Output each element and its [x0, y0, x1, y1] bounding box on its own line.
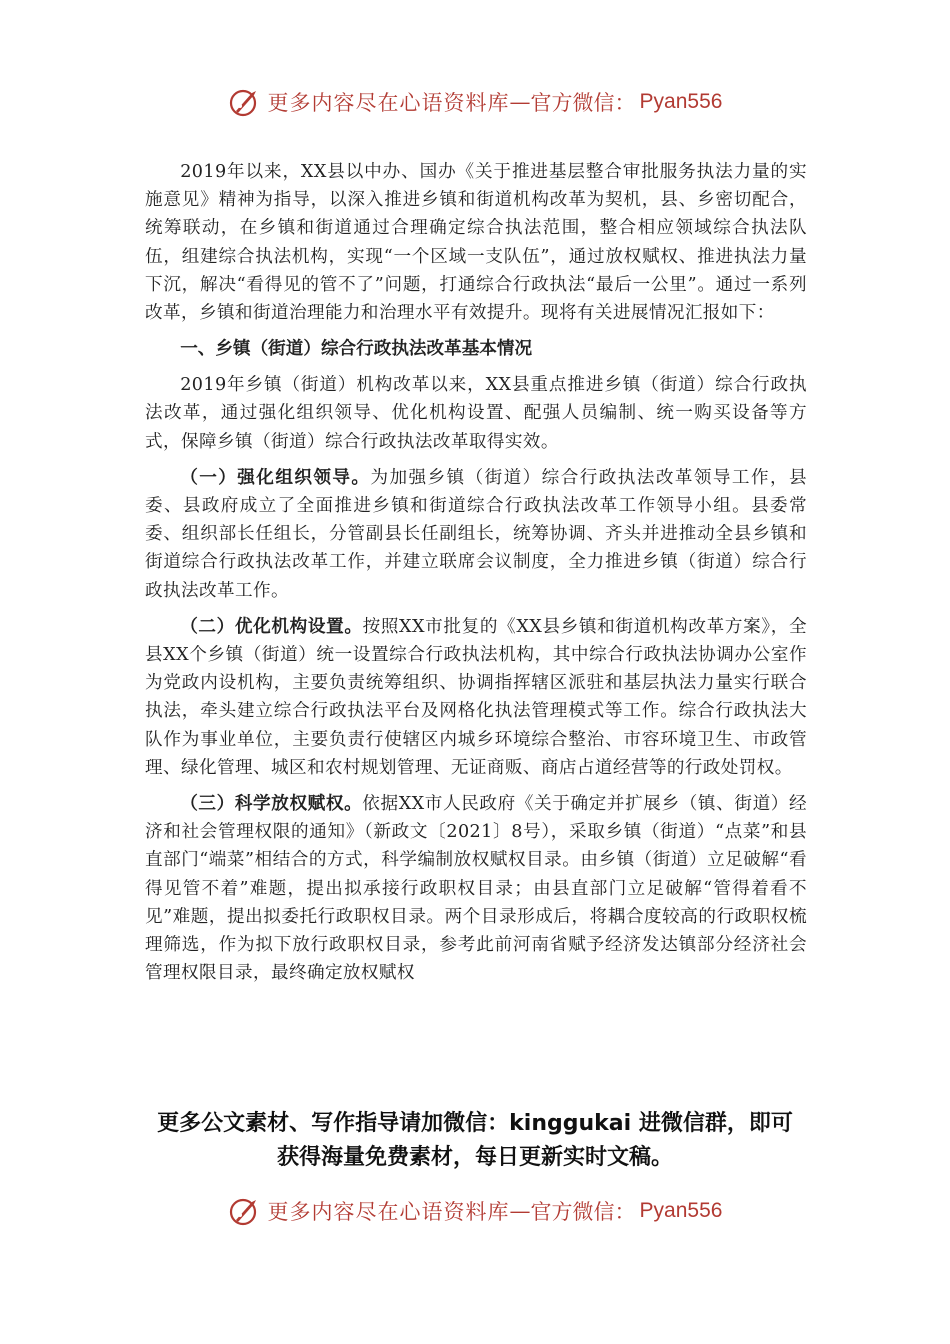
item2-paragraph [145, 613, 807, 782]
item2-text: 按照XX市批复的《XX县乡镇和街道机构改革方案》，全县XX个乡镇（街道）统一设置综合行政执法机构，其中综合行政执法协调办公室作为党政内设机构，主要负责统筹组织、协调指挥辖区派驻和基层执法力量实行联合执法，牵头建立综合行政执法平台及网格化执法管理模式等工作。综合行政执法大队作为事业单位，主要负责行使辖区内城乡环境综合整治、市容环境卫生、市政管理、绿化管理、城区和农村规划管理、无证商贩、商店占道经营等的行政处罚权。 [145, 616, 807, 778]
footer-wechat-label: 官方微信： [530, 1200, 636, 1224]
document-body [145, 158, 807, 995]
footer-brand: 更多内容尽在心语资料库 [267, 1200, 510, 1224]
item1-text: 为加强乡镇（街道）综合行政执法改革领导工作，县委、县政府成立了全面推进乡镇和街道综合行政执法改革工作领导小组。县委常委、组织部长任组长，分管副县长任副组长，统筹协调、齐头并进推动全县乡镇和街道综合行政执法改革工作，并建立联席会议制度，全力推进乡镇（街道）综合行政执法改革工作。 [145, 467, 807, 601]
pen-nib-circle-logo-icon [228, 85, 262, 119]
promo-notice [100, 1107, 850, 1175]
footer-banner [0, 1191, 950, 1231]
promo-line-1: 更多公文素材、写作指导请加微信：kinggukai 进微信群，即可 [157, 1111, 793, 1136]
item3-paragraph [145, 790, 807, 987]
item3-text: 依据XX市人民政府《关于确定并扩展乡（镇、街道）经济和社会管理权限的通知》（新政文〔2021〕8号），采取乡镇（街道）“点菜”和县直部门“端菜”相结合的方式，科学编制放权赋权目录。由乡镇（街道）立足破解“看得见管不着”难题，提出拟承接行政职权目录；由县直部门立足破解“管得着看不见”难题，提出拟委托行政职权目录。两个目录形成后，将耦合度较高的行政职权梳理筛选，作为拟下放行政职权目录，参考此前河南省赋予经济发达镇部分经济社会管理权限目录，最终确定放权赋权 [145, 794, 807, 984]
header-banner [0, 82, 950, 122]
pen-nib-circle-logo-icon [228, 1194, 262, 1228]
banner-wechat-label: 官方微信： [530, 91, 636, 115]
footer-separator: — [509, 1199, 531, 1223]
item1-paragraph [145, 464, 807, 605]
promo-line-2: 获得海量免费素材，每日更新实时文稿。 [276, 1145, 673, 1170]
section1-intro-paragraph: 2019年乡镇（街道）机构改革以来，XX县重点推进乡镇（街道）综合行政执法改革，通过强化组织领导、优化机构设置、配强人员编制、统一购买设备等方式，保障乡镇（街道）综合行政执法改革取得实效。 [145, 375, 807, 452]
banner-separator: — [509, 90, 531, 114]
item1-lead: （一）强化组织领导。 [180, 467, 371, 488]
section1-heading: 一、乡镇（街道）综合行政执法改革基本情况 [180, 339, 533, 360]
banner-wechat-id: Pyan556 [639, 90, 723, 113]
intro-paragraph: 2019年以来，XX县以中办、国办《关于推进基层整合审批服务执法力量的实施意见》精神为指导，以深入推进乡镇和街道机构改革为契机，县、乡密切配合，统筹联动，在乡镇和街道通过合理确定综合执法范围，整合相应领域综合执法队伍，组建综合执法机构，实现“一个区域一支队伍”，通过放权赋权、推进执法力量下沉，解决“看得见的管不了”问题，打通综合行政执法“最后一公里”。通过一系列改革，乡镇和街道治理能力和治理水平有效提升。现将有关进展情况汇报如下： [145, 162, 807, 324]
footer-wechat-id: Pyan556 [639, 1199, 723, 1222]
item3-lead: （三）科学放权赋权。 [180, 794, 363, 815]
item2-lead: （二）优化机构设置。 [180, 616, 363, 637]
banner-brand: 更多内容尽在心语资料库 [267, 91, 510, 115]
